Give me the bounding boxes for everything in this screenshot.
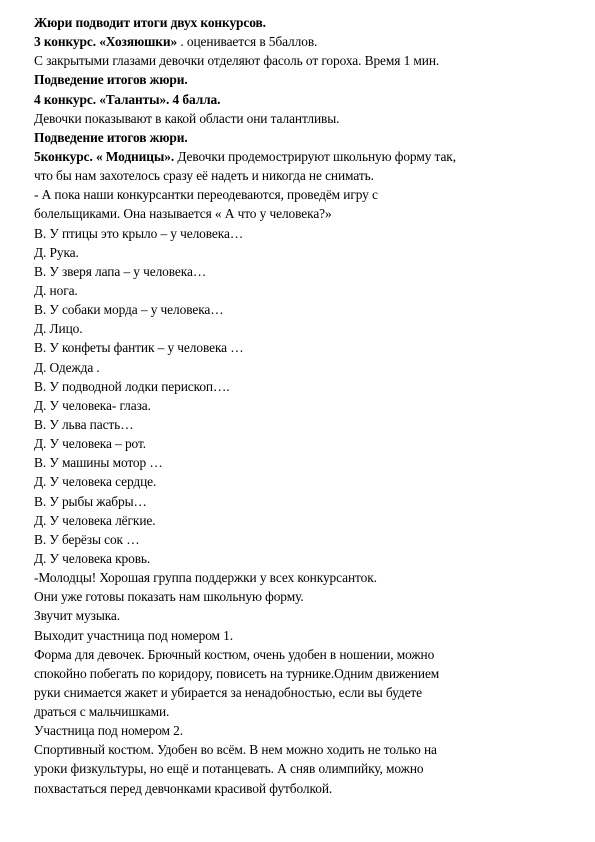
text-run: - А пока наши конкурсантки переодеваются, проведём игру с: [34, 187, 378, 203]
text-line: [34, 281, 574, 300]
document-body: [34, 13, 574, 798]
text-run: -Молодцы! Хорошая группа поддержки у всех конкурсанток.: [34, 570, 377, 586]
text-run: Спортивный костюм. Удобен во всём. В нем можно ходить не только на: [34, 742, 437, 758]
text-line: [34, 51, 574, 70]
text-run: В. У машины мотор …: [34, 455, 163, 471]
text-line: [34, 377, 574, 396]
text-line: [34, 300, 574, 319]
text-line: [34, 396, 574, 415]
text-line: [34, 721, 574, 740]
text-run: В. У птицы это крыло – у человека…: [34, 225, 244, 241]
text-line: [34, 415, 574, 434]
text-line: [34, 13, 574, 32]
text-line: [34, 492, 574, 511]
text-line: [34, 740, 574, 759]
text-line: [34, 606, 574, 625]
bold-text-run: 3 конкурс. «Хозяюшки»: [34, 34, 178, 50]
text-line: [34, 549, 574, 568]
text-run: В. У льва пасть…: [34, 416, 134, 432]
text-line: [34, 626, 574, 645]
text-line: [34, 70, 574, 89]
text-line: [34, 759, 574, 778]
text-run: Д. У человека лёгкие.: [34, 512, 156, 528]
bold-text-run: 4 конкурс. «Таланты». 4 балла.: [34, 91, 221, 107]
text-line: [34, 224, 574, 243]
text-run: . оценивается в 5баллов.: [177, 34, 318, 50]
text-line: [34, 128, 574, 147]
text-run: В. У зверя лапа – у человека…: [34, 263, 207, 279]
text-line: [34, 147, 574, 166]
text-run: Девочки показывают в какой области они талантливы.: [34, 110, 340, 126]
text-line: [34, 185, 574, 204]
text-line: [34, 664, 574, 683]
text-line: [34, 109, 574, 128]
text-run: болельщиками. Она называется « А что у человека?»: [34, 206, 332, 222]
text-run: Участница под номером 2.: [34, 723, 184, 739]
text-run: Д. Одежда .: [34, 359, 100, 375]
text-line: [34, 204, 574, 223]
text-line: [34, 243, 574, 262]
text-line: [34, 434, 574, 453]
text-line: [34, 683, 574, 702]
text-line: [34, 338, 574, 357]
text-run: Звучит музыка.: [34, 608, 121, 624]
text-line: [34, 511, 574, 530]
text-run: Д. У человека- глаза.: [34, 397, 151, 413]
text-run: В. У рыбы жабры…: [34, 493, 147, 509]
text-line: [34, 472, 574, 491]
text-run: С закрытыми глазами девочки отделяют фасоль от гороха. Время 1 мин.: [34, 53, 440, 69]
text-run: спокойно побегать по коридору, повисеть на турнике.Одним движением: [34, 665, 440, 681]
text-run: Д. Рука.: [34, 244, 79, 260]
text-line: [34, 530, 574, 549]
text-run: Д. нога.: [34, 282, 78, 298]
text-run: Они уже готовы показать нам школьную форму.: [34, 589, 304, 605]
bold-text-run: 5конкурс. « Модницы».: [34, 148, 175, 164]
text-run: похвастаться перед девчонками красивой футболкой.: [34, 780, 333, 796]
text-run: уроки физкультуры, но ещё и потанцевать. А сняв олимпийку, можно: [34, 761, 424, 777]
bold-text-run: Жюри подводит итоги двух конкурсов.: [34, 15, 266, 30]
text-run: В. У подводной лодки перископ….: [34, 378, 230, 394]
text-run: драться с мальчишками.: [34, 704, 170, 720]
bold-text-run: Подведение итогов жюри.: [34, 129, 188, 145]
text-line: [34, 90, 574, 109]
text-line: [34, 453, 574, 472]
text-line: [34, 166, 574, 185]
text-run: Д. У человека кровь.: [34, 550, 151, 566]
text-line: [34, 779, 574, 798]
text-run: что бы нам захотелось сразу её надеть и никогда не снимать.: [34, 168, 374, 184]
text-run: Д. У человека – рот.: [34, 436, 146, 452]
text-run: В. У конфеты фантик – у человека …: [34, 340, 244, 356]
bold-text-run: Подведение итогов жюри.: [34, 72, 188, 88]
text-line: [34, 32, 574, 51]
text-line: [34, 568, 574, 587]
text-run: Выходит участница под номером 1.: [34, 627, 234, 643]
text-run: Д. Лицо.: [34, 321, 83, 337]
text-run: В. У берёзы сок …: [34, 531, 140, 547]
text-run: руки снимается жакет и убирается за ненадобностью, если вы будете: [34, 684, 423, 700]
text-line: [34, 645, 574, 664]
text-line: [34, 702, 574, 721]
text-run: В. У собаки морда – у человека…: [34, 302, 224, 318]
text-run: Д. У человека сердце.: [34, 474, 157, 490]
text-run: Девочки продемострируют школьную форму так,: [174, 148, 456, 164]
text-line: [34, 262, 574, 281]
text-run: Форма для девочек. Брючный костюм, очень удобен в ношении, можно: [34, 646, 435, 662]
text-line: [34, 587, 574, 606]
text-line: [34, 319, 574, 338]
text-line: [34, 358, 574, 377]
